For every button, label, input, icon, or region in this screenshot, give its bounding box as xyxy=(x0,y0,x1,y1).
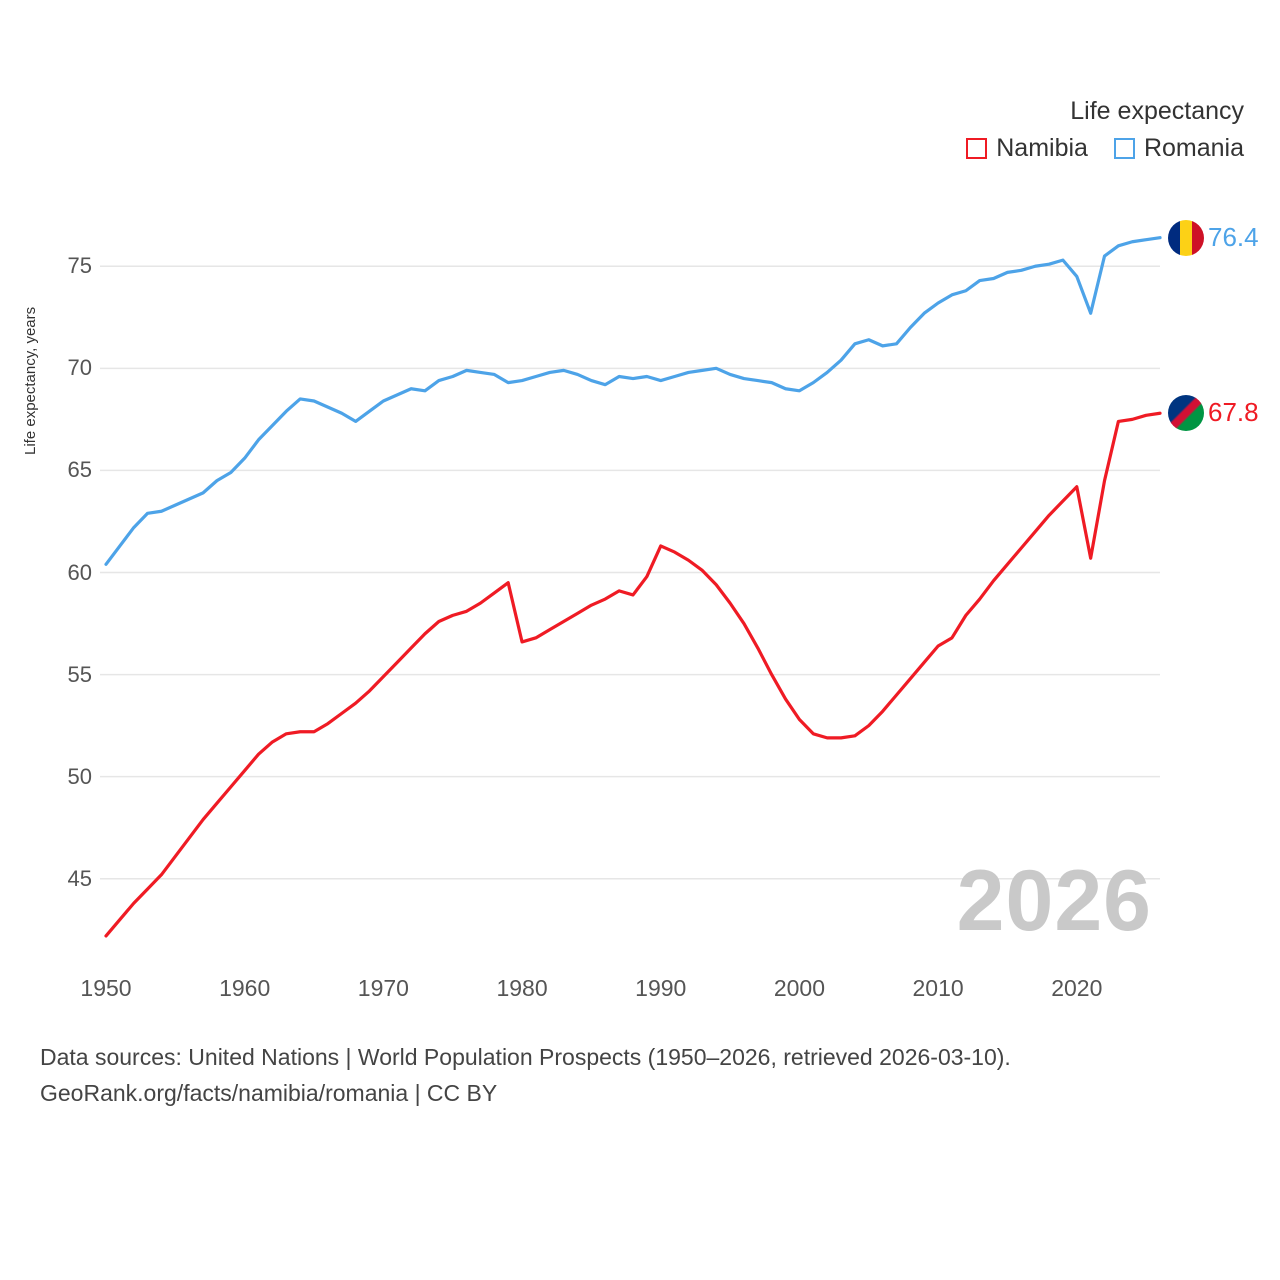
x-tick-label: 2010 xyxy=(912,975,964,1001)
legend-label-romania: Romania xyxy=(1143,134,1244,162)
x-tick-label: 1960 xyxy=(219,975,271,1001)
x-tick-label: 1980 xyxy=(496,975,548,1001)
x-tick-label: 2000 xyxy=(773,975,825,1001)
x-tick-label: 1950 xyxy=(80,975,132,1001)
footer-line-1: Data sources: United Nations | World Population Prospects (1950–2026, retrieved 2026-03-10). xyxy=(40,1044,1011,1070)
y-tick-label: 45 xyxy=(67,865,92,891)
year-watermark: 2026 xyxy=(956,853,1152,949)
y-tick-label: 75 xyxy=(67,253,92,279)
y-tick-label: 70 xyxy=(67,355,92,381)
legend-title: Life expectancy xyxy=(1070,97,1244,125)
y-axis-title: Life expectancy, years xyxy=(22,306,39,455)
footer-sources xyxy=(40,1040,1240,1111)
x-tick-label: 1990 xyxy=(635,975,687,1001)
namibia-flag-stripe xyxy=(1168,395,1204,431)
romania-flag-icon xyxy=(1168,220,1204,256)
x-tick-label: 1970 xyxy=(357,975,409,1001)
legend-label-namibia: Namibia xyxy=(996,134,1088,162)
y-tick-label: 50 xyxy=(67,763,92,789)
end-value-namibia: 67.8 xyxy=(1208,397,1259,428)
y-tick-label: 55 xyxy=(67,661,92,687)
x-tick-label: 2020 xyxy=(1051,975,1103,1001)
series-line-romania xyxy=(106,238,1160,565)
namibia-flag-icon xyxy=(1168,395,1204,431)
end-value-romania: 76.4 xyxy=(1208,221,1259,252)
y-tick-label: 65 xyxy=(67,457,92,483)
y-tick-label: 60 xyxy=(67,559,92,585)
footer-line-2: GeoRank.org/facts/namibia/romania | CC BY xyxy=(40,1079,498,1106)
